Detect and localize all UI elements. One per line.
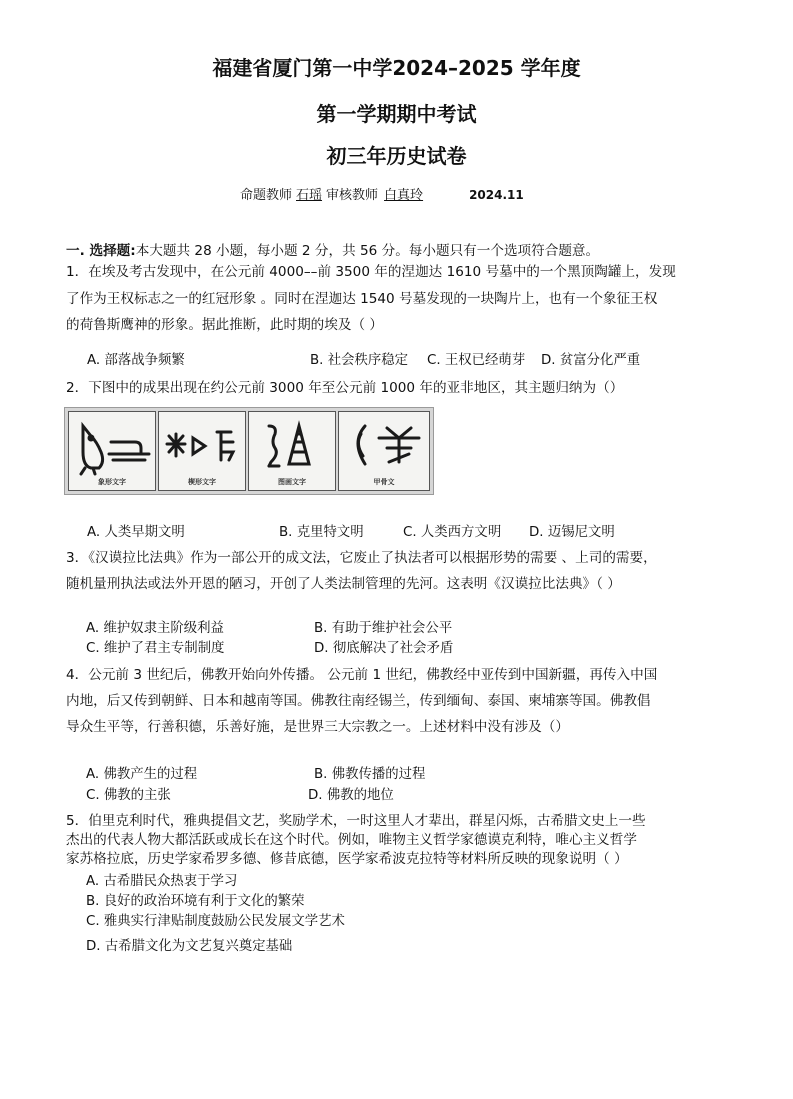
q4-option-a[interactable]: A. 佛教产生的过程 (86, 767, 198, 782)
q4-option-b[interactable]: B. 佛教传播的过程 (314, 767, 426, 782)
ancient-scripts-figure (64, 407, 434, 495)
caption-pictograph: 图画文字 (278, 478, 306, 486)
q4-option-c[interactable]: C. 佛教的主张 (86, 788, 171, 803)
exam-title-school: 福建省厦门第一中学2024–2025 学年度 (212, 56, 581, 80)
caption-cuneiform: 楔形文字 (188, 478, 216, 486)
q4-line-2: 内地，后又传到朝鲜、日本和越南等国。佛教往南经锡兰，传到缅甸、泰国、柬埔寨等国。佛教倡 (66, 693, 651, 709)
q5-line-2: 杰出的代表人物大都活跃或成长在这个时代。例如，唯物主义哲学家德谟克利特，唯心主义哲学 (66, 832, 637, 848)
q3-line-1: 3．《汉谟拉比法典》作为一部公开的成文法，它废止了执法者可以根据形势的需要 、上司的需要， (66, 550, 657, 566)
reviewer-label: 审核教师 (326, 188, 379, 203)
q1-line-3: 的荷鲁斯鹰神的形象。据此推断，此时期的埃及（ ） (66, 317, 383, 333)
q5-option-d[interactable]: D. 古希腊文化为文艺复兴奠定基础 (86, 939, 293, 954)
caption-hieroglyph: 象形文字 (98, 478, 126, 486)
q4-option-d[interactable]: D. 佛教的地位 (308, 788, 394, 803)
q1-option-b[interactable]: B. 社会秩序稳定 (310, 353, 409, 368)
q3-option-a[interactable]: A. 维护奴隶主阶级利益 (86, 621, 224, 636)
q3-option-c[interactable]: C. 维护了君主专制制度 (86, 641, 225, 656)
q4-line-1: 4．公元前 3 世纪后，佛教开始向外传播。 公元前 1 世纪，佛教经中亚传到中国新疆，再传入中国 (66, 667, 658, 683)
q2-line-1: 2．下图中的成果出现在约公元前 3000 年至公元前 1000 年的亚非地区，其主题归纳为（） (66, 380, 624, 396)
exam-title-subject: 初三年历史试卷 (326, 144, 467, 168)
caption-oracle-bone: 甲骨文 (373, 478, 395, 486)
q1-option-c[interactable]: C. 王权已经萌芽 (427, 353, 526, 368)
q3-line-2: 随机量刑执法或法外开恩的陋习，开创了人类法制管理的先河。这表明《汉谟拉比法典》（ ） (66, 576, 621, 592)
q2-option-c[interactable]: C. 人类西方文明 (403, 525, 502, 540)
section-heading (66, 242, 599, 260)
q1-line-1: 1．在埃及考古发现中，在公元前 4000––前 3500 年的涅迦达 1610 号墓中的一个黑顶陶罐上，发现 (66, 264, 676, 280)
q5-option-a[interactable]: A. 古希腊民众热衷于学习 (86, 874, 238, 889)
q1-option-d[interactable]: D. 贫富分化严重 (541, 353, 641, 368)
q5-option-b[interactable]: B. 良好的政治环境有利于文化的繁荣 (86, 894, 305, 909)
exam-title-term: 第一学期期中考试 (316, 102, 477, 126)
q2-option-d[interactable]: D. 迈锡尼文明 (529, 525, 615, 540)
reviewer-name: 白真玲 (384, 188, 424, 203)
q3-option-b[interactable]: B. 有助于维护社会公平 (314, 621, 453, 636)
setter-name: 石瑶 (296, 188, 323, 203)
exam-date: 2024.11 (469, 188, 524, 202)
section-title: 一. 选择题: (66, 243, 136, 259)
q2-option-a[interactable]: A. 人类早期文明 (87, 525, 185, 540)
q1-line-2: 了作为王权标志之一的红冠形象 。同时在涅迦达 1540 号墓发现的一块陶片上，也有一个象征王权 (66, 291, 658, 307)
q5-line-1: 5．伯里克利时代，雅典提倡文艺，奖励学术，一时这里人才辈出，群星闪烁，古希腊文史上一些 (66, 813, 646, 829)
hieroglyph-panel (68, 411, 156, 491)
oracle-bone-panel (338, 411, 430, 491)
section-intro: 本大题共 28 小题，每小题 2 分，共 56 分。每小题只有一个选项符合题意。 (135, 243, 600, 259)
cuneiform-panel (158, 411, 246, 491)
q2-option-b[interactable]: B. 克里特文明 (279, 525, 364, 540)
setter-label: 命题教师 (240, 188, 293, 203)
q4-line-3: 导众生平等，行善积德，乐善好施，是世界三大宗教之一。上述材料中没有涉及（） (66, 719, 569, 735)
q1-option-a[interactable]: A. 部落战争频繁 (87, 353, 185, 368)
q5-line-3: 家苏格拉底，历史学家希罗多德、修昔底德，医学家希波克拉特等材料所反映的现象说明（ ） (66, 851, 628, 867)
pictograph-panel (248, 411, 336, 491)
exam-credits (240, 186, 524, 205)
q3-option-d[interactable]: D. 彻底解决了社会矛盾 (314, 641, 454, 656)
q5-option-c[interactable]: C. 雅典实行津贴制度鼓励公民发展文学艺术 (86, 914, 345, 929)
